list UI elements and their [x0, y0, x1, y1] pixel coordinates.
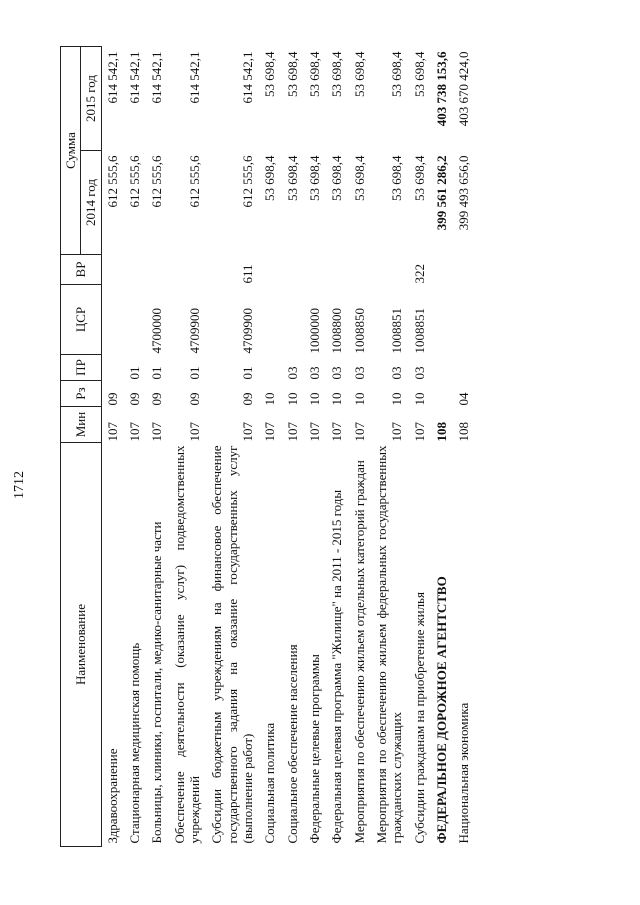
cell-csr [259, 285, 281, 355]
cell-rz: 04 [456, 392, 472, 406]
cell-csr: 1008851 [411, 308, 427, 354]
cell-pr [453, 355, 475, 381]
cell-name: Мероприятия по обеспечению жильем федеральных государственных гражданских служащих [373, 445, 405, 844]
cell-sum-2014: 53 698,4 [411, 155, 427, 201]
cell-sum-2015: 53 698,4 [411, 51, 427, 97]
cell-vr [259, 255, 281, 285]
cell-pr: 01 [126, 366, 142, 380]
table-row [326, 47, 348, 847]
cell-sum-2015: 53 698,4 [329, 51, 345, 97]
table-row [146, 47, 168, 847]
header-rz: Рз [61, 381, 102, 407]
cell-vr [304, 255, 326, 285]
cell-sum-2015: 53 698,4 [284, 51, 300, 97]
cell-vr: 322 [411, 264, 427, 284]
table-header [61, 47, 102, 847]
cell-pr: 01 [186, 366, 202, 380]
cell-name: Федеральная целевая программа "Жилище" на 2011 - 2015 годы [329, 489, 345, 844]
cell-rz: 09 [186, 392, 202, 406]
cell-name: Социальное обеспечение населения [284, 644, 300, 844]
header-vr: ВР [61, 255, 102, 285]
cell-csr [124, 285, 146, 355]
cell-min: 107 [262, 422, 278, 442]
cell-min: 107 [351, 422, 367, 442]
cell-sum-2014: 612 555,6 [239, 155, 255, 208]
cell-pr [431, 355, 453, 381]
cell-vr [169, 255, 207, 285]
cell-sum-2015: 614 542,1 [186, 51, 202, 104]
cell-sum-2014: 612 555,6 [149, 155, 165, 208]
cell-vr [371, 255, 409, 285]
cell-vr: 611 [239, 264, 255, 284]
header-min: Мин [61, 407, 102, 443]
cell-min: 107 [329, 422, 345, 442]
header-2014: 2014 год [81, 151, 101, 255]
table-row [431, 47, 453, 847]
table-row [259, 47, 281, 847]
table-body [101, 47, 475, 847]
cell-rz: 10 [284, 392, 300, 406]
cell-pr: 03 [329, 366, 345, 380]
cell-sum-2015: 53 698,4 [262, 51, 278, 97]
cell-sum-2014: 612 555,6 [104, 155, 120, 208]
cell-sum-2014: 53 698,4 [329, 155, 345, 201]
cell-csr: 4700000 [149, 308, 165, 354]
table-row [124, 47, 146, 847]
cell-pr: 01 [149, 366, 165, 380]
cell-name: Национальная экономика [456, 702, 472, 844]
cell-csr [101, 285, 124, 355]
cell-name: Федеральные целевые программы [306, 654, 322, 844]
cell-sum-2014: 399 561 286,2 [433, 155, 449, 231]
cell-rz: 10 [329, 392, 345, 406]
cell-csr: 4709900 [239, 308, 255, 354]
cell-sum-2014: 53 698,4 [306, 155, 322, 201]
cell-sum-2014: 53 698,4 [284, 155, 300, 201]
cell-vr [146, 255, 168, 285]
cell-vr [453, 255, 475, 285]
cell-name: Субсидии бюджетным учреждениям на финансовое обеспечение государственного задания на оказание государственных услуг (выполнение работ) [209, 445, 255, 844]
cell-rz: 09 [126, 392, 142, 406]
cell-min: 107 [411, 422, 427, 442]
cell-csr: 4709900 [186, 308, 202, 354]
cell-min: 107 [306, 422, 322, 442]
cell-rz: 09 [149, 392, 165, 406]
header-sum: Сумма [61, 47, 81, 255]
cell-sum-2015: 403 670 424,0 [456, 51, 472, 127]
cell-sum-2015: 53 698,4 [351, 51, 367, 97]
cell-vr [282, 255, 304, 285]
cell-csr [453, 285, 475, 355]
cell-min: 108 [433, 422, 449, 442]
cell-min: 107 [186, 422, 202, 442]
page-number: 1712 [12, 471, 27, 499]
table-row [409, 47, 431, 847]
cell-pr: 03 [351, 366, 367, 380]
cell-rz: 10 [389, 392, 405, 406]
cell-sum-2015: 53 698,4 [306, 51, 322, 97]
cell-rz: 10 [262, 392, 278, 406]
cell-csr [282, 285, 304, 355]
cell-min: 107 [104, 422, 120, 442]
cell-min: 107 [389, 422, 405, 442]
cell-rz: 10 [411, 392, 427, 406]
cell-name: Социальная политика [262, 722, 278, 844]
cell-sum-2015: 614 542,1 [239, 51, 255, 104]
cell-name: Обеспечение деятельности (оказание услуг) подведомственных учреждений [171, 445, 202, 844]
cell-sum-2015: 614 542,1 [126, 51, 142, 104]
cell-csr: 1000000 [306, 308, 322, 354]
cell-rz: 09 [104, 392, 120, 406]
cell-csr: 1008800 [329, 308, 345, 354]
cell-name: Больницы, клиники, госпитали, медико-санитарные части [149, 521, 165, 844]
cell-pr: 01 [239, 366, 255, 380]
cell-name: Мероприятия по обеспечению жильем отдельных категорий граждан [351, 460, 367, 844]
header-name: Наименование [61, 443, 102, 847]
cell-rz [431, 381, 453, 407]
cell-pr: 03 [411, 366, 427, 380]
cell-sum-2015: 614 542,1 [149, 51, 165, 104]
table-row [101, 47, 124, 847]
cell-min: 108 [456, 422, 472, 442]
header-2015: 2015 год [81, 47, 101, 151]
cell-sum-2015: 53 698,4 [389, 51, 405, 97]
budget-table [60, 46, 476, 847]
cell-sum-2014: 53 698,4 [389, 155, 405, 201]
cell-name: Здравоохранение [104, 748, 120, 844]
cell-sum-2014: 53 698,4 [351, 155, 367, 201]
cell-rz: 09 [239, 392, 255, 406]
table-row [371, 47, 409, 847]
cell-rz: 10 [306, 392, 322, 406]
table-row [304, 47, 326, 847]
cell-sum-2015: 403 738 153,6 [433, 51, 449, 127]
table-row [169, 47, 207, 847]
cell-pr [259, 355, 281, 381]
cell-sum-2014: 612 555,6 [126, 155, 142, 208]
cell-pr: 03 [306, 366, 322, 380]
cell-min: 107 [126, 422, 142, 442]
cell-vr [349, 255, 371, 285]
cell-sum-2015: 614 542,1 [104, 51, 120, 104]
cell-pr [101, 355, 124, 381]
cell-vr [124, 255, 146, 285]
cell-min: 107 [239, 422, 255, 442]
cell-min: 107 [284, 422, 300, 442]
cell-vr [326, 255, 348, 285]
cell-csr: 1008850 [351, 308, 367, 354]
cell-name: ФЕДЕРАЛЬНОЕ ДОРОЖНОЕ АГЕНТСТВО [433, 576, 449, 844]
cell-name: Стационарная медицинская помощь [126, 642, 142, 844]
table-row [206, 47, 259, 847]
header-csr: ЦСР [61, 285, 102, 355]
table-row [453, 47, 475, 847]
cell-pr: 03 [389, 366, 405, 380]
cell-pr: 03 [284, 366, 300, 380]
cell-sum-2014: 399 493 656,0 [456, 155, 472, 231]
cell-csr: 1008851 [389, 308, 405, 354]
cell-csr [431, 285, 453, 355]
table-row [349, 47, 371, 847]
cell-name: Субсидии гражданам на приобретение жилья [411, 592, 427, 844]
cell-sum-2014: 53 698,4 [262, 155, 278, 201]
table-row [282, 47, 304, 847]
cell-vr [101, 255, 124, 285]
cell-vr [431, 255, 453, 285]
cell-min: 107 [149, 422, 165, 442]
header-pr: ПР [61, 355, 102, 381]
cell-rz: 10 [351, 392, 367, 406]
cell-sum-2014: 612 555,6 [186, 155, 202, 208]
